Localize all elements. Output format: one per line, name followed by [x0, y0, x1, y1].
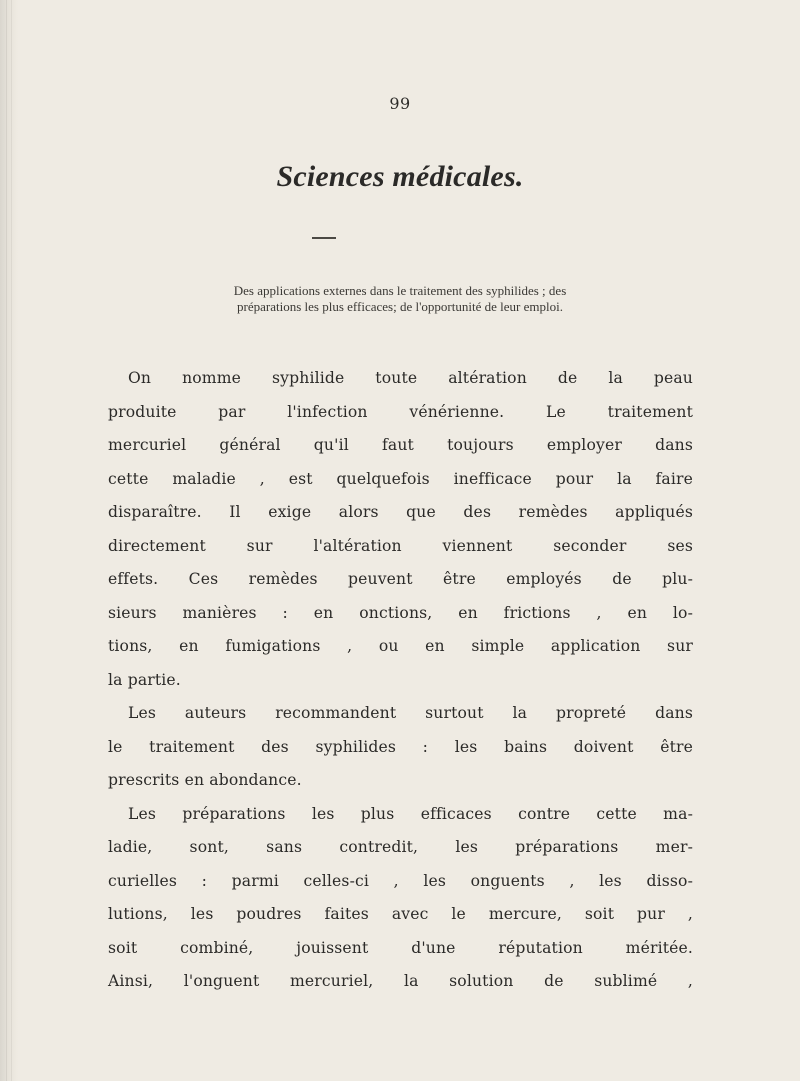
body-line: produite par l'infection vénérienne. Le traitement [108, 402, 693, 421]
body-line: effets. Ces remèdes peuvent être employés de plu- [108, 570, 693, 588]
body-line: ladie, sont, sans contredit, les préparations mer- [108, 838, 693, 856]
body-line: cette maladie , est quelquefois inefficace pour la faire [108, 469, 693, 488]
body-line: tions, en fumigations , ou en simple application sur [108, 637, 693, 655]
summary-line: Des applications externes dans le traitement des syphilides ; des [233, 283, 567, 298]
body-line: Les auteurs recommandent surtout la propreté dans [128, 704, 693, 722]
section-summary [120, 283, 680, 315]
body-line: Les préparations les plus efficaces contre cette ma- [128, 804, 693, 823]
body-line: curielles : parmi celles-ci , les onguents , les disso- [108, 871, 693, 890]
body-line: lutions, les poudres faites avec le mercure, soit pur , [108, 905, 693, 923]
summary-line: préparations les plus efficaces; de l'opportunité de leur emploi. [237, 299, 563, 314]
body-line: le traitement des syphilides : les bains doivent être [108, 737, 693, 756]
body-line: disparaître. Il exige alors que des remèdes appliqués [108, 503, 693, 521]
body-text [108, 362, 693, 999]
section-title: Sciences médicales. [276, 160, 524, 193]
body-line: la partie. [108, 670, 181, 689]
body-line: On nomme syphilide toute altération de la peau [128, 369, 693, 387]
body-line: sieurs manières : en onctions, en frictions , en lo- [108, 603, 693, 622]
body-line: prescrits en abondance. [108, 771, 302, 789]
page-number: 99 [389, 94, 411, 113]
body-line: mercuriel général qu'il faut toujours employer dans [108, 436, 693, 454]
body-line: directement sur l'altération viennent seconder ses [108, 536, 693, 555]
body-line: Ainsi, l'onguent mercuriel, la solution de sublimé , [108, 972, 693, 990]
body-line: soit combiné, jouissent d'une réputation méritée. [108, 938, 693, 957]
section-divider [312, 237, 336, 239]
